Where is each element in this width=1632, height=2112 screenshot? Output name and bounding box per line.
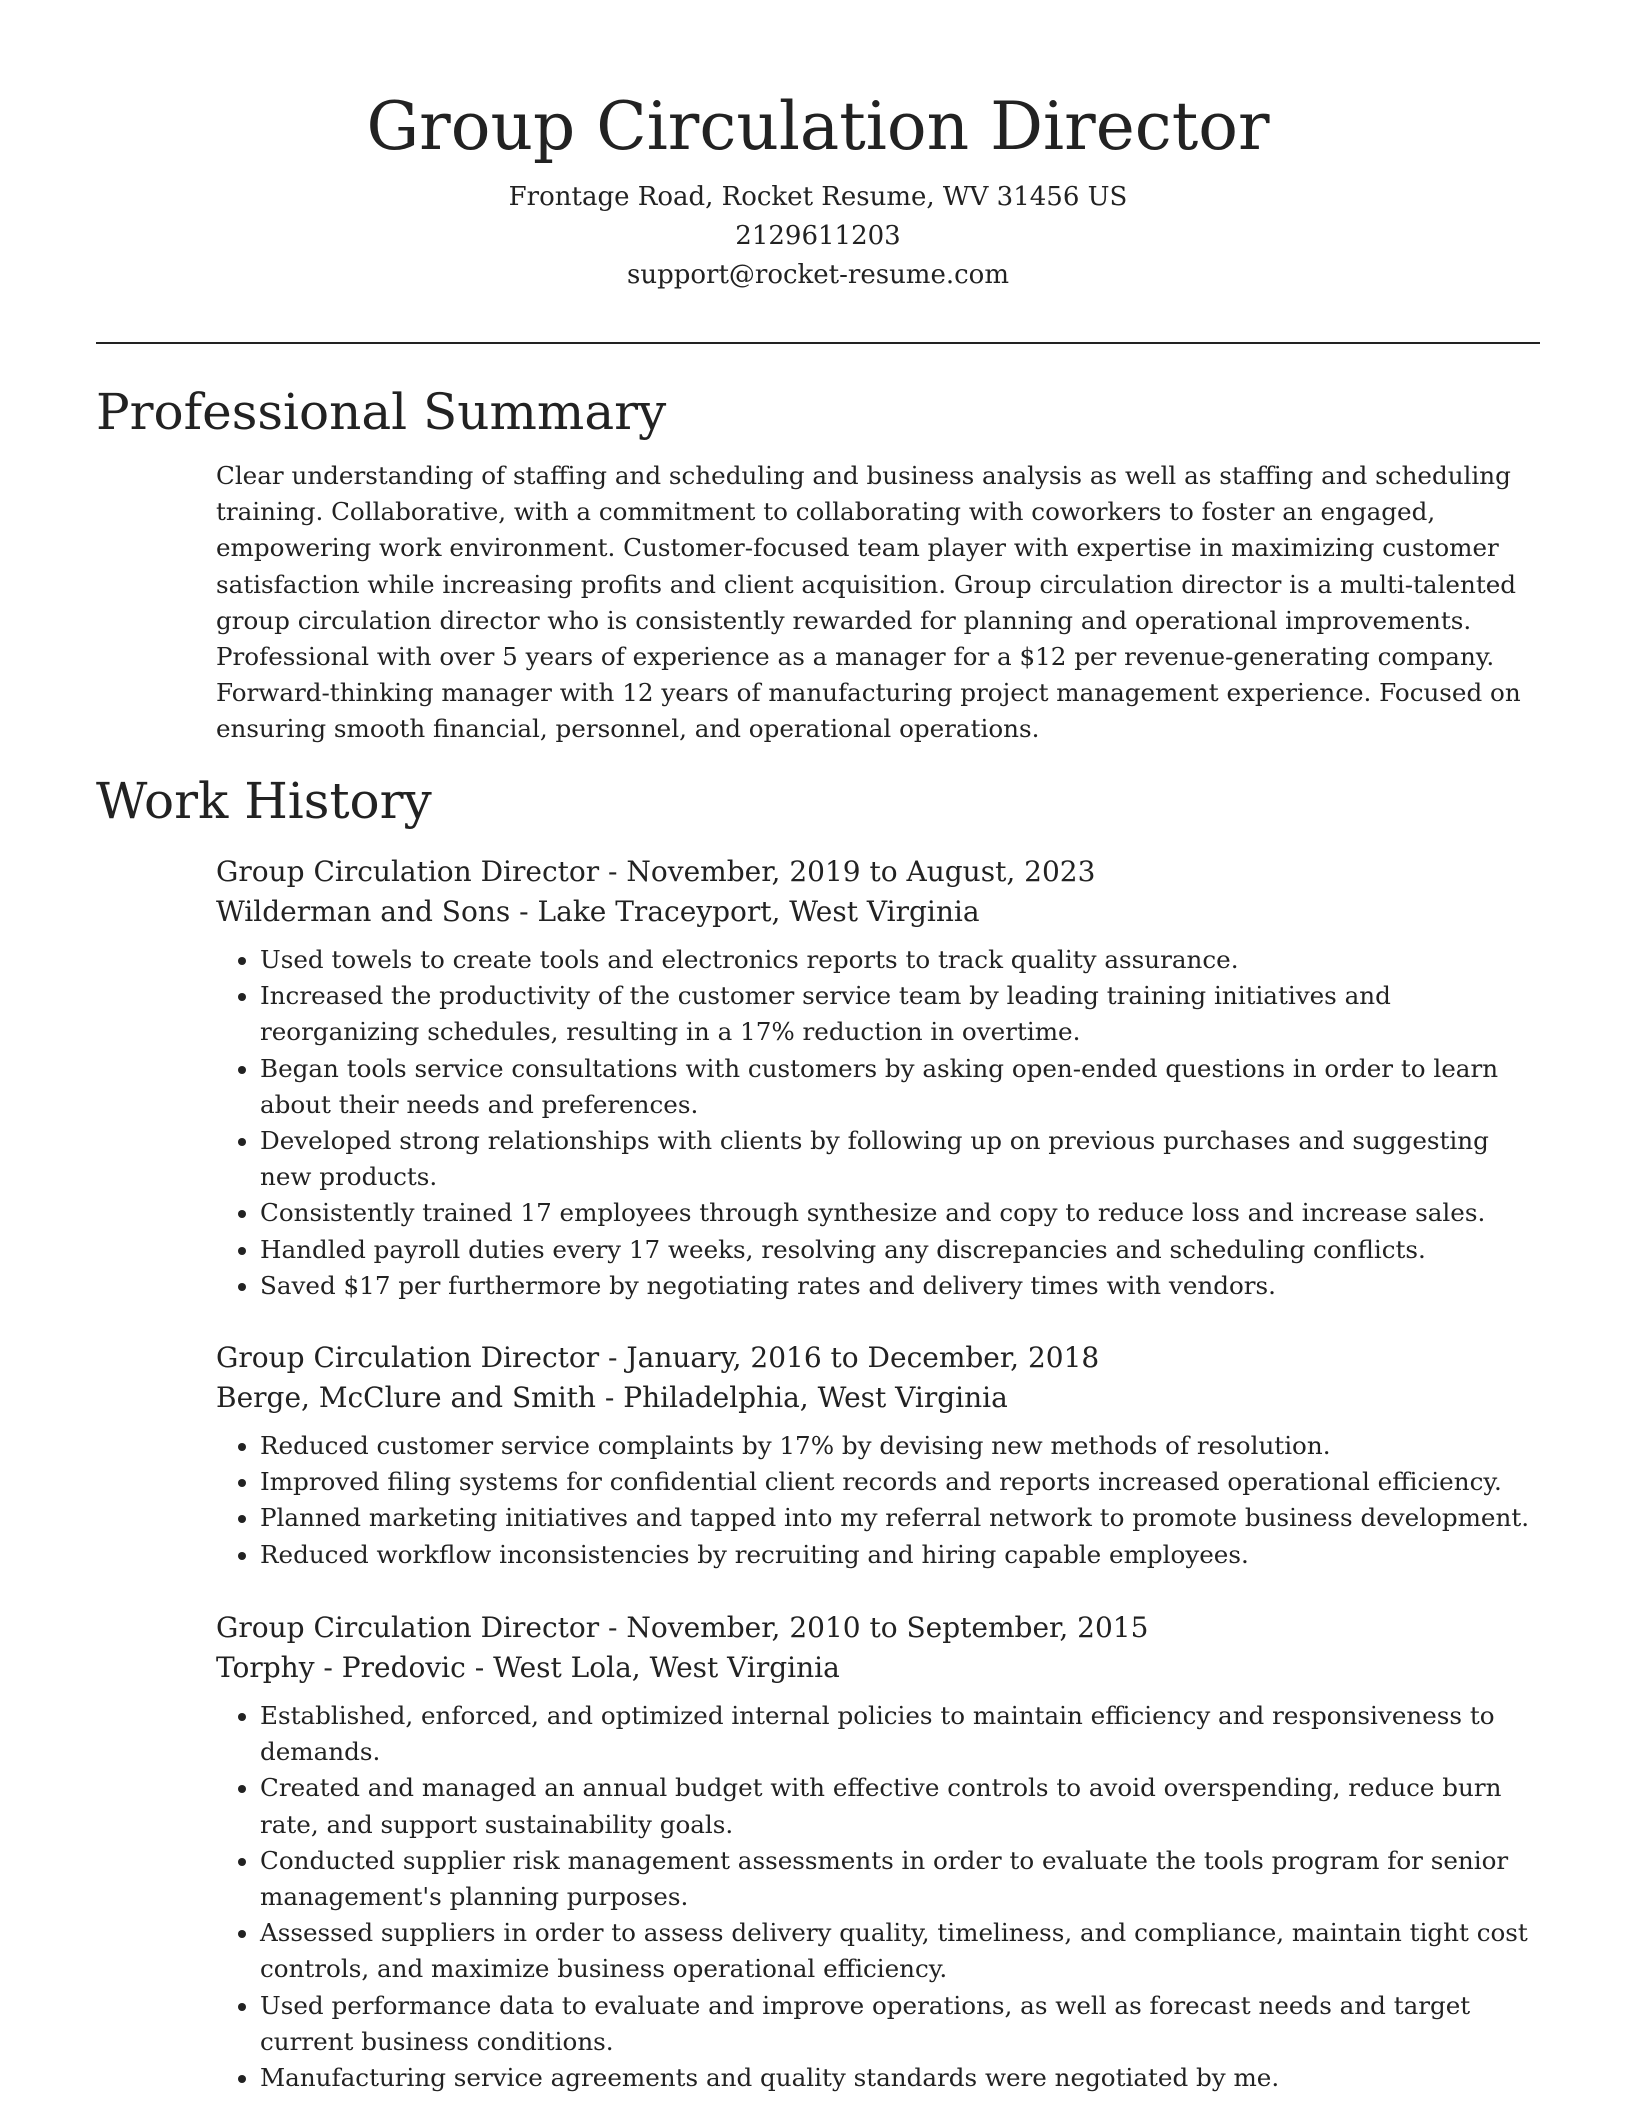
job-title-line [216,1608,1542,1648]
job-company-line [216,1378,1542,1418]
separator: - [474,1651,494,1684]
job-company-line [216,892,1542,932]
list-item: • Handled payroll duties every 17 weeks, resolving any discrepancies and scheduling conflicts. [260,1232,1542,1268]
list-item: • Began tools service consultations with customers by asking open-ended questions in order to learn about their needs and preferences. [260,1051,1542,1123]
separator: - [608,1341,627,1374]
list-item: • Reduced workflow inconsistencies by recruiting and hiring capable employees. [260,1537,1542,1573]
list-item: • Used performance data to evaluate and improve operations, as well as forecast needs and target current business conditions. [260,1988,1542,2060]
job-bullets [216,1698,1542,2096]
summary-text: Clear understanding of staffing and scheduling and business analysis as well as staffing and scheduling training. Collaborative, with a commitment to collaborating with coworkers to foster an engaged, empowering work environment. Customer-focused team player with expertise in maximizing customer satisfaction while increasing profits and client acquisition. Group circulation director is a multi-talented group circulation director who is consistently rewarded for planning and operational improvements. Professional with over 5 years of experience as a manager for a $12 per revenue-generating company. Forward-thinking manager with 12 years of manufacturing project management experience. Focused on ensuring smooth financial, personnel, and operational operations. [216,461,1521,744]
list-item: • Saved $17 per furthermore by negotiating rates and delivery times with vendors. [260,1268,1542,1304]
separator: - [519,895,538,928]
separator: - [608,855,627,888]
job-bullets [216,1428,1542,1573]
list-item: • Established, enforced, and optimized internal policies to maintain efficiency and responsiveness to demands. [260,1698,1542,1770]
list-item: • Increased the productivity of the customer service team by leading training initiatives and reorganizing schedules, resulting in a 17% reduction in overtime. [260,978,1542,1050]
resume-header [96,84,1540,295]
job-company: Berge, McClure and Smith [216,1381,596,1414]
job-role: Group Circulation Director [216,855,600,888]
job-entry [216,852,1542,1304]
list-item: • Developed strong relationships with clients by following up on previous purchases and suggesting new products. [260,1123,1542,1195]
list-item: • Improved filing systems for confidential client records and reports increased operational efficiency. [260,1464,1542,1500]
job-bullets [216,942,1542,1304]
list-item: • Reduced customer service complaints by 17% by devising new methods of resolution. [260,1428,1542,1464]
job-location: West Lola, West Virginia [493,1651,840,1684]
job-role: Group Circulation Director [216,1611,600,1644]
job-dates: November, 2010 to September, 2015 [626,1611,1149,1644]
job-title-line [216,852,1542,892]
candidate-name: Group Circulation Director [366,88,1270,165]
contact-address: Frontage Road, Rocket Resume, WV 31456 US [508,182,1128,212]
job-title-line [216,1338,1542,1378]
job-dates: November, 2019 to August, 2023 [626,855,1096,888]
list-item: • Planned marketing initiatives and tapped into my referral network to promote business development. [260,1500,1542,1536]
job-role: Group Circulation Director [216,1341,600,1374]
separator: - [604,1381,624,1414]
work-history-heading: Work History [96,772,432,830]
list-item: • Created and managed an annual budget with effective controls to avoid overspending, reduce burn rate, and support sustainability goals. [260,1770,1542,1842]
job-company-line [216,1648,1542,1688]
job-dates: January, 2016 to December, 2018 [626,1341,1100,1374]
job-entry [216,1608,1542,2096]
separator: - [608,1611,627,1644]
summary-heading: Professional Summary [96,383,667,441]
list-item: • Conducted supplier risk management assessments in order to evaluate the tools program for senior management's planning purposes. [260,1843,1542,1915]
contact-phone: 2129611203 [735,221,901,251]
list-item: • Assessed suppliers in order to assess delivery quality, timeliness, and compliance, maintain tight cost controls, and maximize business operational efficiency. [260,1915,1542,1987]
job-location: Lake Traceyport, West Virginia [537,895,980,928]
list-item: • Consistently trained 17 employees through synthesize and copy to reduce loss and increase sales. [260,1195,1542,1231]
job-company: Torphy - Predovic [216,1651,466,1684]
list-item: • Used towels to create tools and electronics reports to track quality assurance. [260,942,1542,978]
job-location: Philadelphia, West Virginia [623,1381,1008,1414]
list-item: • Manufacturing service agreements and quality standards were negotiated by me. [260,2060,1542,2096]
job-entry [216,1338,1542,1573]
header-divider [96,342,1540,344]
contact-email: support@rocket-resume.com [626,260,1009,290]
contact-block [96,178,1540,295]
job-company: Wilderman and Sons [216,895,511,928]
